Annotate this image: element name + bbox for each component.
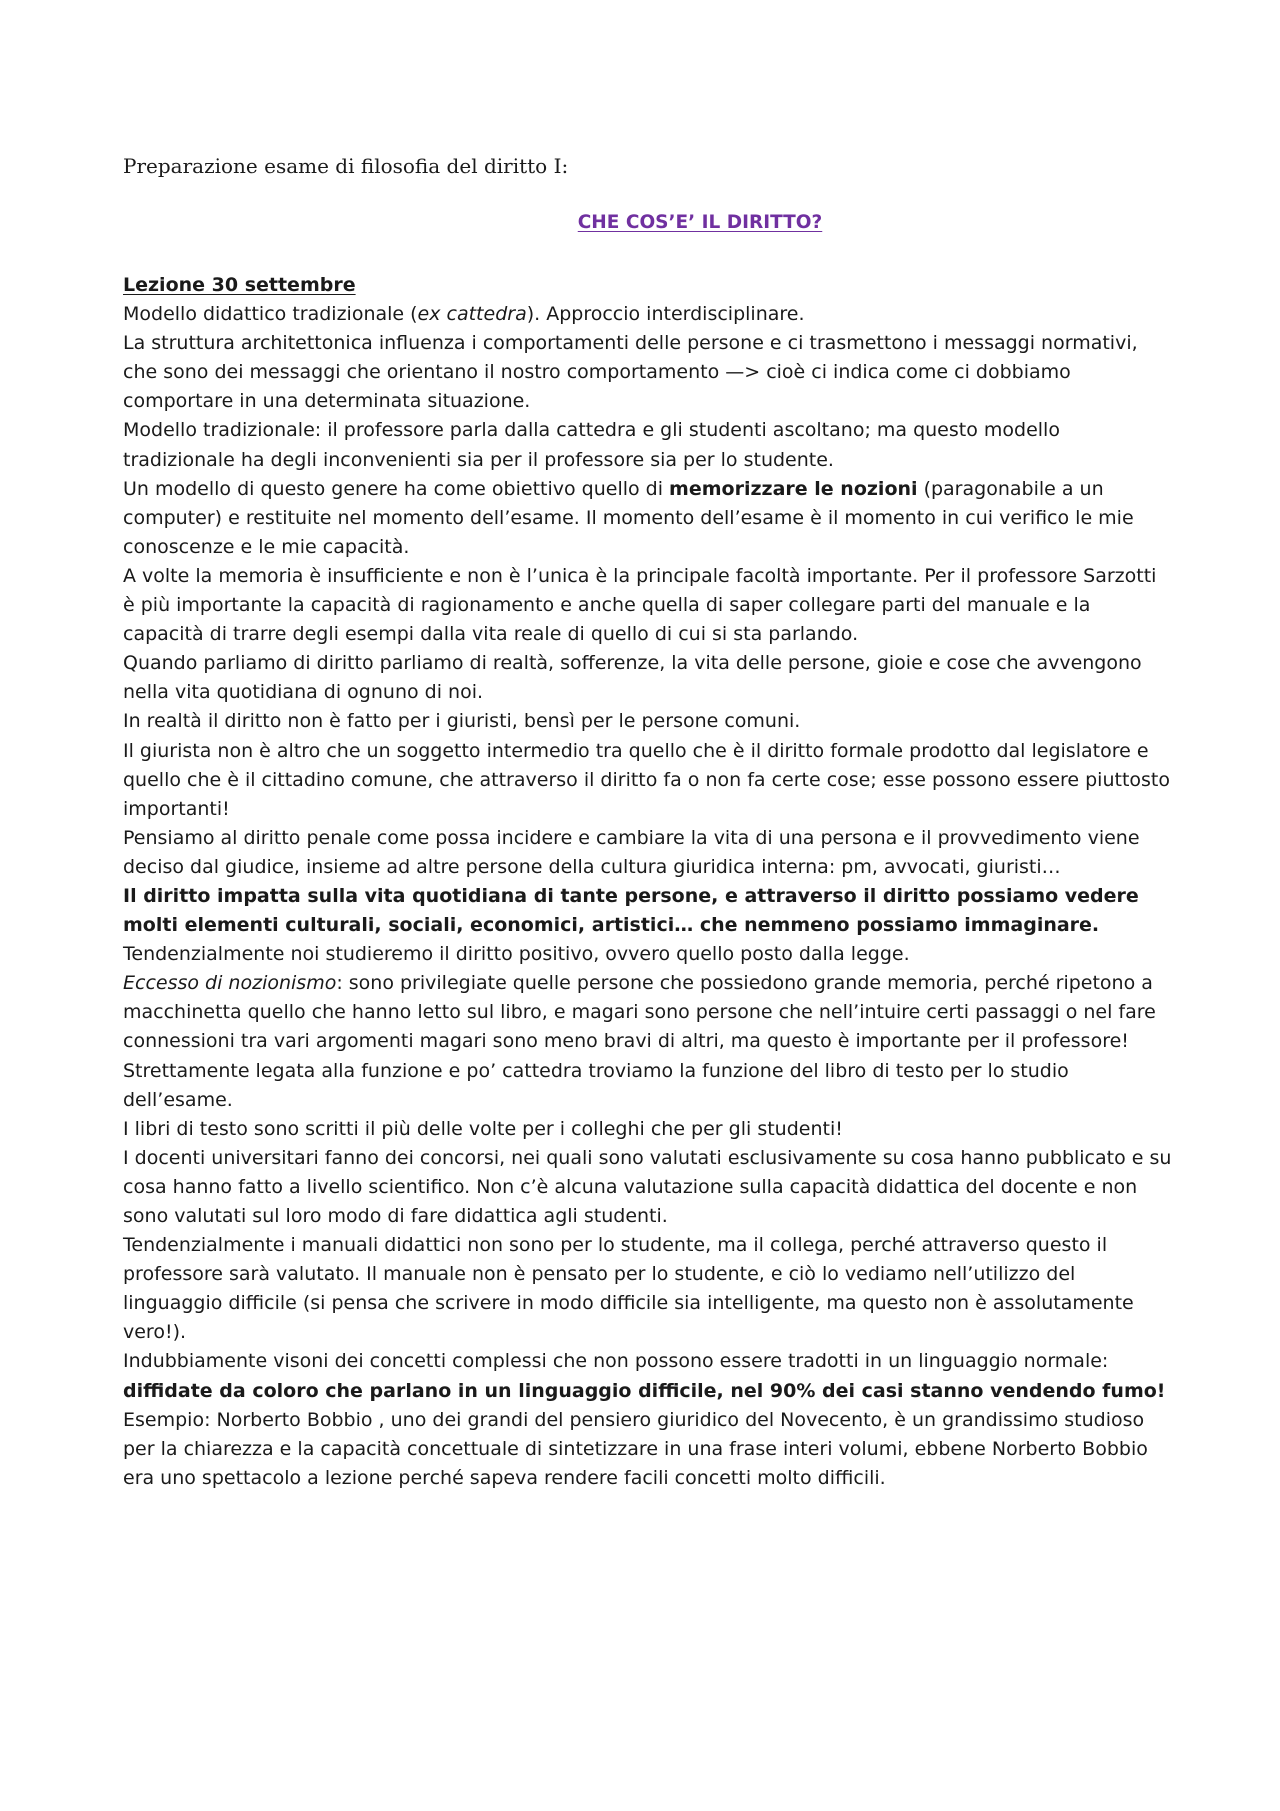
document-body [123, 271, 1173, 1493]
document-title: CHE COS’E’ IL DIRITTO? [577, 212, 823, 233]
paragraph: Tendenzialmente i manuali didattici non sono per lo studente, ma il collega, perché attraverso questo il professore sarà valutato. Il manuale non è pensato per lo studente, e ciò lo vediamo nell’utilizzo del linguaggio difficile (si pensa che scrivere in modo difficile sia intelligente, ma questo non è assolutamente vero!). [123, 1234, 1134, 1344]
paragraph: I libri di testo sono scritti il più delle volte per i colleghi che per gli studenti! [123, 1117, 843, 1140]
paragraph: I docenti universitari fanno dei concorsi, nei quali sono valutati esclusivamente su cosa hanno pubblicato e su cosa hanno fatto a livello scientifico. Non c’è alcuna valutazione sulla capacità didattica del docente e non sono valutati sul loro modo di fare didattica agli studenti. [123, 1146, 1172, 1227]
paragraph: Quando parliamo di diritto parliamo di realtà, sofferenze, la vita delle persone, gioie e cose che avvengono nella vita quotidiana di ognuno di noi. [123, 652, 1142, 704]
paragraph: Un modello di questo genere ha come obiettivo quello di memorizzare le nozioni (paragonabile a un computer) e restituite nel momento dell’esame. Il momento dell’esame è il momento in cui verifico le mie conoscenze e le mie capacità. [123, 477, 1134, 558]
document-header: Preparazione esame di filosofia del diritto I: [123, 154, 569, 178]
bold-paragraph: Il diritto impatta sulla vita quotidiana di tante persone, e attraverso il diritto possiamo vedere molti elementi culturali, sociali, economici, artistici… che nemmeno possiamo immaginare. [123, 884, 1139, 937]
paragraph: A volte la memoria è insufficiente e non è l’unica è la principale facoltà importante. Per il professore Sarzotti è più importante la capacità di ragionamento e anche quella di saper collegare parti del manuale e la capacità di trarre degli esempi dalla vita reale di quello di cui si sta parlando. [123, 564, 1157, 646]
paragraph: Modello tradizionale: il professore parla dalla cattedra e gli studenti ascoltano; ma questo modello tradizionale ha degli inconvenienti sia per il professore sia per lo studente. [123, 419, 1060, 471]
paragraph: Il giurista non è altro che un soggetto intermedio tra quello che è il diritto formale prodotto dal legislatore e quello che è il cittadino comune, che attraverso il diritto fa o non fa certe cose; esse possono essere piuttosto importanti! [123, 739, 1171, 820]
italic-term: ex cattedra [417, 303, 527, 326]
paragraph: Pensiamo al diritto penale come possa incidere e cambiare la vita di una persona e il provvedimento viene deciso dal giudice, insieme ad altre persone della cultura giuridica interna: pm, avvocati, giuristi… [123, 826, 1140, 878]
paragraph: Strettamente legata alla funzione e po’ cattedra troviamo la funzione del libro di testo per lo studio dell’esame. [123, 1059, 1069, 1111]
paragraph: Esempio: Norberto Bobbio , uno dei grandi del pensiero giuridico del Novecento, è un grandissimo studioso per la chiarezza e la capacità concettuale di sintetizzare in una frase interi volumi, ebbene Norberto Bobbio era uno spettacolo a lezione perché sapeva rendere facili concetti molto difficili. [123, 1408, 1148, 1489]
paragraph: Modello didattico tradizionale (ex cattedra). Approccio interdisciplinare. [123, 303, 805, 326]
bold-phrase: memorizzare le nozioni [669, 477, 918, 500]
lesson-heading: Lezione 30 settembre [123, 274, 356, 296]
paragraph: La struttura architettonica influenza i comportamenti delle persone e ci trasmettono i messaggi normativi, che sono dei messaggi che orientano il nostro comportamento —> cioè ci indica come ci dobbiamo comportare in una determinata situazione. [123, 332, 1138, 413]
paragraph: Indubbiamente visoni dei concetti complessi che non possono essere tradotti in un linguaggio normale: diffidate da coloro che parlano in un linguaggio difficile, nel 90% dei casi stanno vendendo fumo! [123, 1350, 1166, 1402]
bold-phrase: diffidate da coloro che parlano in un linguaggio difficile, nel 90% dei casi stanno vendendo fumo! [123, 1379, 1166, 1402]
paragraph: Eccesso di nozionismo: sono privilegiate quelle persone che possiedono grande memoria, perché ripetono a macchinetta quello che hanno letto sul libro, e magari sono persone che nell’intuire certi passaggi o nel fare connessioni tra vari argomenti magari sono meno bravi di altri, ma questo è importante per il professore! [123, 972, 1156, 1053]
italic-term: Eccesso di nozionismo [123, 972, 337, 995]
paragraph: Tendenzialmente noi studieremo il diritto positivo, ovvero quello posto dalla legge. [123, 943, 910, 966]
paragraph: In realtà il diritto non è fatto per i giuristi, bensì per le persone comuni. [123, 710, 801, 733]
